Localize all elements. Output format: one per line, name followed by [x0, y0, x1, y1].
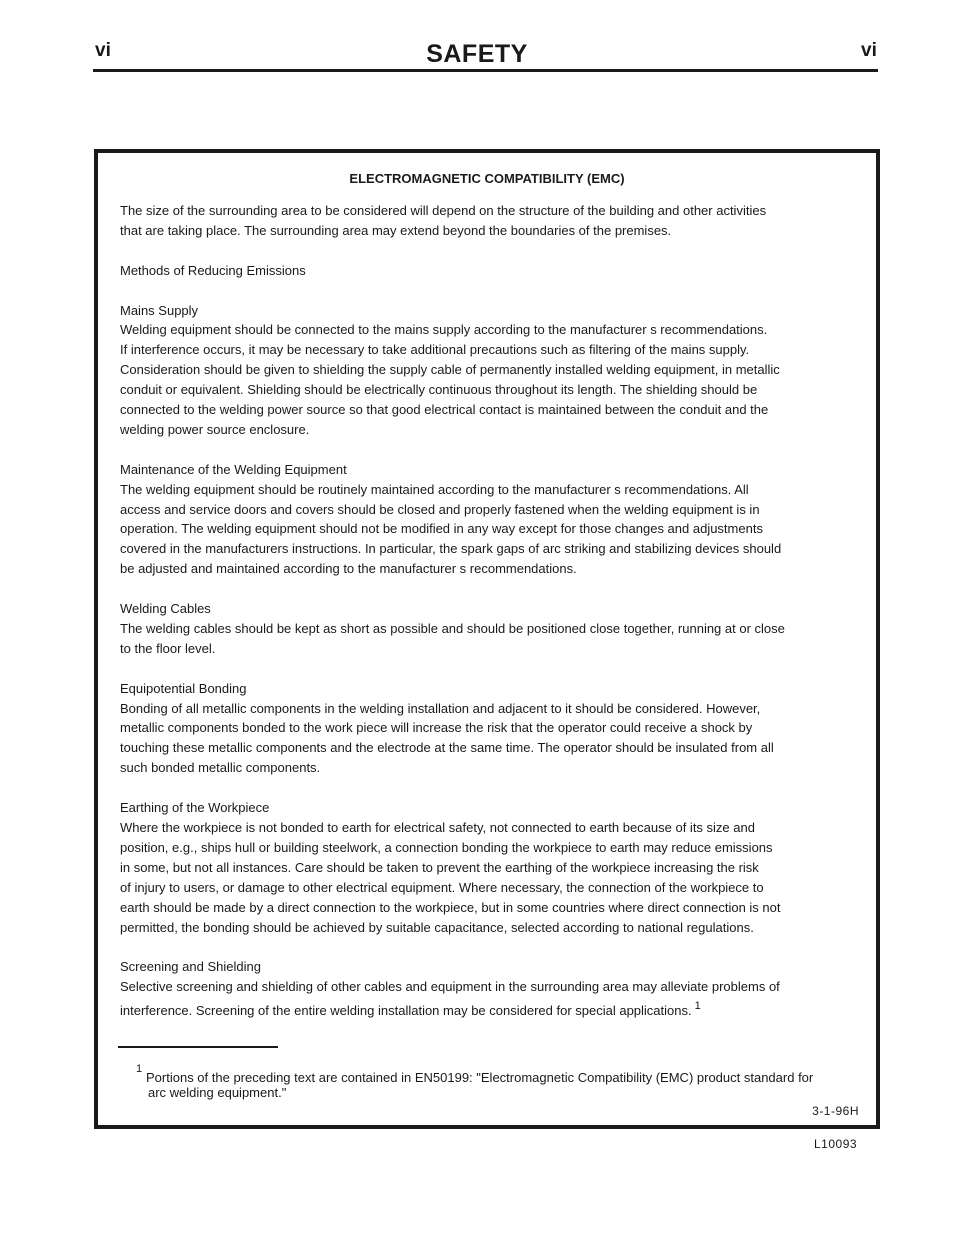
section-line: covered in the manufacturers instructions. In particular, the spark gaps of arc striking and stabilizing devices should — [120, 541, 782, 557]
footnote-mark: 1 — [136, 1063, 143, 1075]
section-welding-cables — [120, 599, 820, 659]
section-heading: Maintenance of the Welding Equipment — [120, 461, 347, 477]
section-line: of injury to users, or damage to other electrical equipment. Where necessary, the connection of the workpiece to — [120, 879, 764, 895]
emc-box — [94, 149, 880, 1129]
section-line: Where the workpiece is not bonded to earth for electrical safety, not connected to earth because of its size and — [120, 820, 755, 835]
section-earthing-workpiece — [120, 798, 820, 937]
page-code: L10093 — [814, 1137, 858, 1151]
section-line: such bonded metallic components. — [120, 760, 321, 776]
section-line: permitted, the bonding should be achieved by suitable capacitance, selected according to national regulations. — [120, 919, 754, 935]
page-title: SAFETY — [426, 40, 528, 68]
section-line: operation. The welding equipment should not be modified in any way except for those changes and adjustments — [120, 521, 763, 537]
section-line: If interference occurs, it may be necessary to take additional precautions such as filtering of the mains supply. — [120, 342, 750, 358]
section-line: The welding cables should be kept as short as possible and should be positioned close together, running at or close — [120, 620, 785, 636]
section-line: position, e.g., ships hull or building steelwork, a connection bonding the workpiece to earth may reduce emissions — [120, 839, 773, 855]
section-line — [120, 997, 820, 1021]
section-heading: Earthing of the Workpiece — [120, 800, 270, 816]
footnote-line: arc welding equipment." — [148, 1085, 287, 1100]
section-line: earth should be made by a direct connection to the workpiece, but in some countries where direct connection is not — [120, 899, 781, 915]
section-maintenance — [120, 460, 820, 579]
section-line: metallic components bonded to the work piece will increase the risk that the operator could receive a shock by — [120, 720, 753, 736]
section-equipotential-bonding — [120, 679, 820, 779]
section-line: Consideration should be given to shielding the supply cable of permanently installed welding equipment, in metallic — [120, 362, 780, 378]
section-heading: Equipotential Bonding — [120, 680, 247, 696]
section-line: touching these metallic components and the electrode at the same time. The operator should be insulated from all — [120, 740, 774, 756]
footnote — [136, 1063, 846, 1100]
section-line: conduit or equivalent. Shielding should be electrically continuous throughout its length. The shielding should be — [120, 382, 758, 398]
section-line: The welding equipment should be routinely maintained according to the manufacturer s recommendations. All — [120, 481, 749, 497]
section-line: be adjusted and maintained according to the manufacturer s recommendations. — [120, 561, 577, 577]
section-line: to the floor level. — [120, 640, 216, 656]
section-line-text: interference. Screening of the entire welding installation may be considered for special applications. — [120, 1003, 692, 1019]
section-mains-supply — [120, 301, 820, 440]
intro-paragraph — [120, 201, 820, 241]
revision-code: 3-1-96H — [812, 1104, 859, 1118]
page-number-left: vi — [95, 40, 111, 61]
footnote-rule — [118, 1046, 278, 1048]
section-line: connected to the welding power source so that good electrical contact is maintained between the conduit and the — [120, 402, 769, 418]
intro-line: The size of the surrounding area to be considered will depend on the structure of the building and other activities — [120, 203, 767, 218]
box-title: ELECTROMAGNETIC COMPATIBILITY (EMC) — [349, 171, 625, 186]
footnote-line: Portions of the preceding text are contained in EN50199: "Electromagnetic Compatibility (EMC) product standard for — [146, 1070, 814, 1085]
section-line: access and service doors and covers should be closed and properly fastened when the welding equipment is in — [120, 501, 760, 517]
section-line: Welding equipment should be connected to the mains supply according to the manufacturer s recommendations. — [120, 322, 768, 338]
header-rule — [93, 69, 878, 72]
section-heading: Screening and Shielding — [120, 959, 261, 975]
methods-heading: Methods of Reducing Emissions — [120, 262, 306, 278]
page-number-right: vi — [861, 40, 877, 61]
footnote-reference: 1 — [694, 1000, 701, 1013]
section-heading: Mains Supply — [120, 302, 199, 318]
section-screening-shielding — [120, 957, 820, 1021]
methods-heading-block — [120, 261, 820, 281]
box-content — [120, 201, 820, 1041]
section-line: in some, but not all instances. Care should be taken to prevent the earthing of the workpiece increasing the risk — [120, 859, 759, 875]
section-line: Selective screening and shielding of other cables and equipment in the surrounding area may alleviate problems of — [120, 979, 780, 995]
section-line: Bonding of all metallic components in the welding installation and adjacent to it should be considered. However, — [120, 700, 761, 716]
intro-line: that are taking place. The surrounding area may extend beyond the boundaries of the premises. — [120, 222, 672, 238]
section-line: welding power source enclosure. — [120, 421, 310, 437]
section-heading: Welding Cables — [120, 601, 211, 617]
